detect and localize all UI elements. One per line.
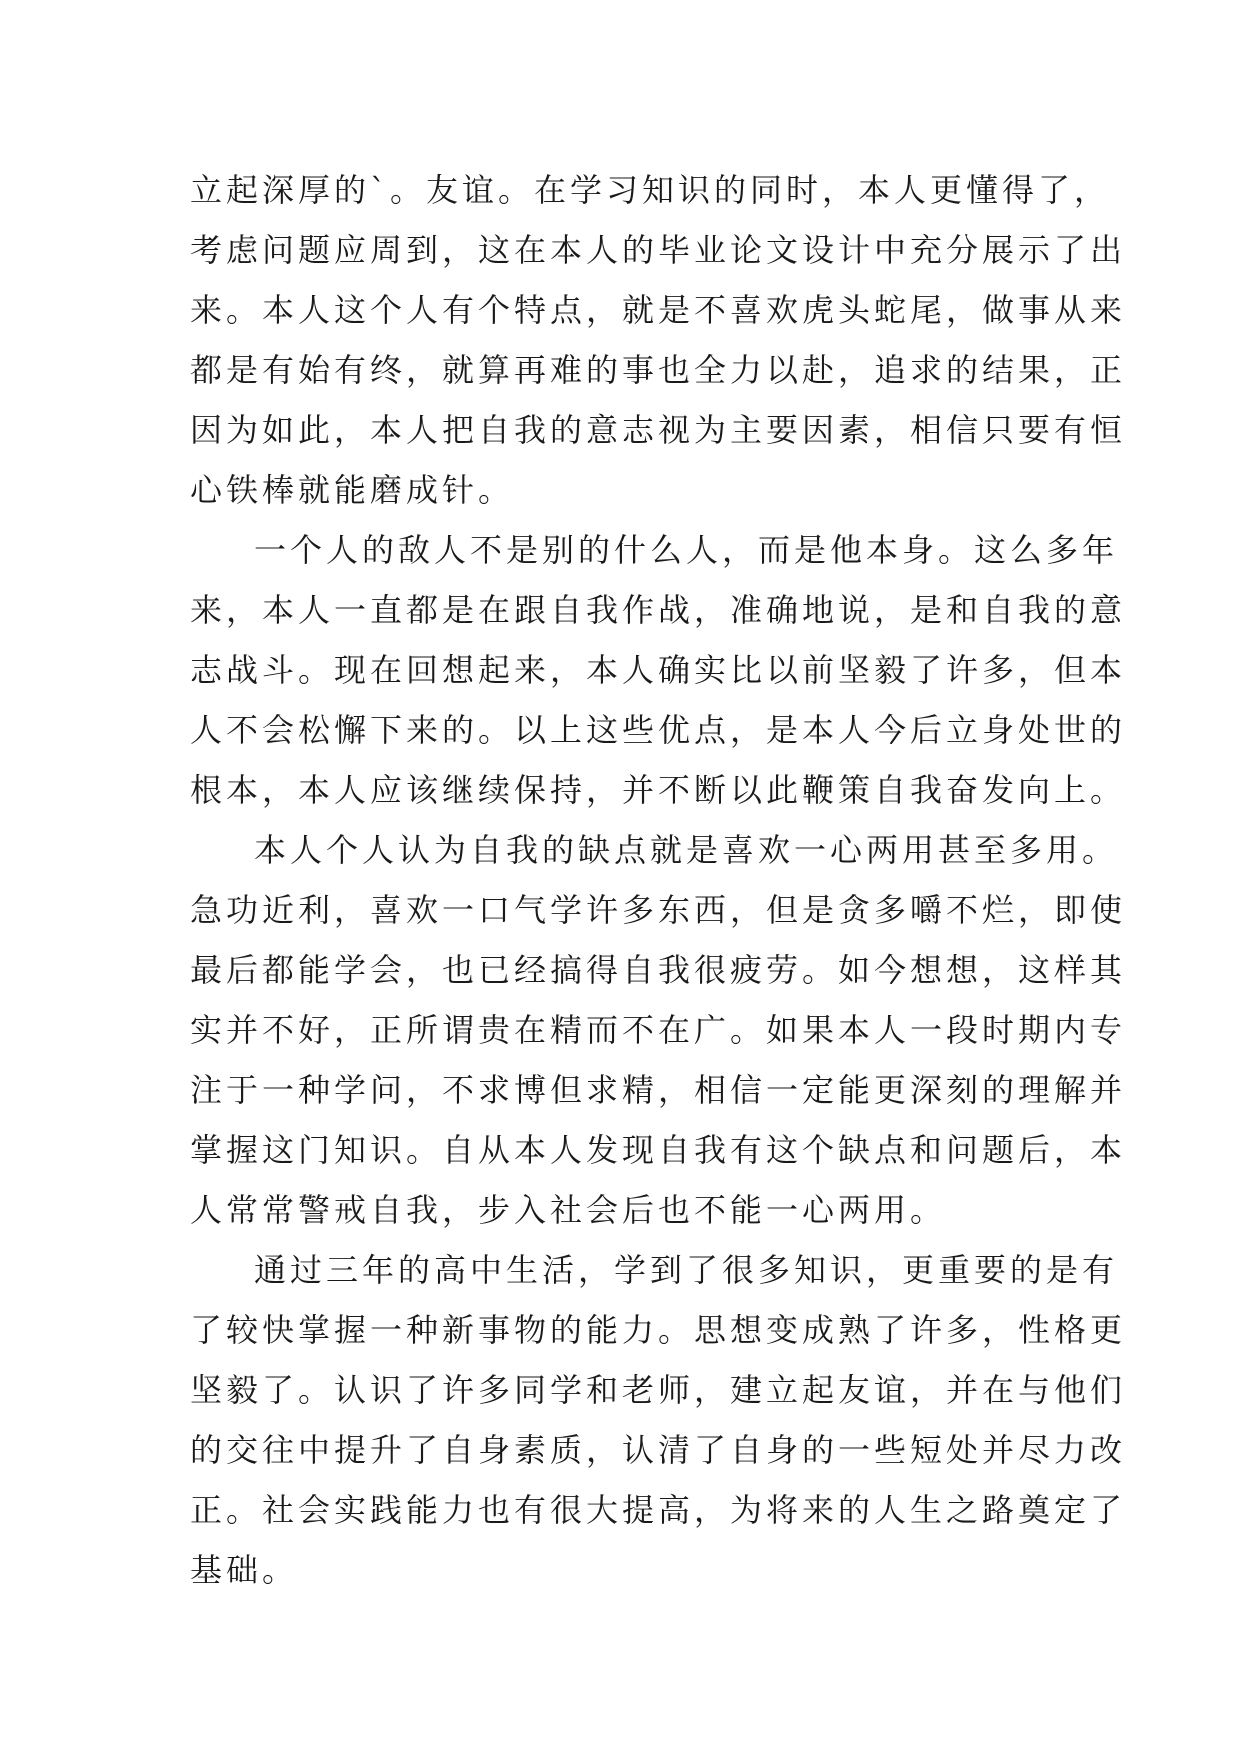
text-line: 人不会松懈下来的。以上这些优点，是本人今后立身处世的 — [190, 711, 1127, 749]
text-line: 实并不好，正所谓贵在精而不在广。如果本人一段时期内专 — [190, 1011, 1127, 1049]
paragraph-1 — [190, 160, 1127, 520]
text-line: 志战斗。现在回想起来，本人确实比以前坚毅了许多，但本 — [190, 651, 1127, 689]
text-line: 根本，本人应该继续保持，并不断以此鞭策自我奋发向上。 — [190, 771, 1127, 809]
text-line: 掌握这门知识。自从本人发现自我有这个缺点和问题后，本 — [190, 1131, 1127, 1169]
text-line: 因为如此，本人把自我的意志视为主要因素，相信只要有恒 — [190, 411, 1127, 449]
text-line: 来，本人一直都是在跟自我作战，准确地说，是和自我的意 — [190, 591, 1127, 629]
text-line: 立起深厚的`。友谊。在学习知识的同时，本人更懂得了， — [190, 171, 1111, 209]
text-line-first: 一个人的敌人不是别的什么人，而是他本身。这么多年 — [254, 531, 1119, 569]
text-line: 人常常警戒自我，步入社会后也不能一心两用。 — [190, 1191, 947, 1229]
paragraph-2 — [190, 520, 1127, 820]
text-line: 的交往中提升了自身素质，认清了自身的一些短处并尽力改 — [190, 1431, 1127, 1469]
text-line: 基础。 — [190, 1551, 299, 1589]
text-line: 最后都能学会，也已经搞得自我很疲劳。如今想想，这样其 — [190, 951, 1127, 989]
text-line: 都是有始有终，就算再难的事也全力以赴，追求的结果，正 — [190, 351, 1127, 389]
text-line: 了较快掌握一种新事物的能力。思想变成熟了许多，性格更 — [190, 1311, 1127, 1349]
text-line-first: 本人个人认为自我的缺点就是喜欢一心两用甚至多用。 — [254, 831, 1119, 869]
document-body — [190, 160, 1127, 1600]
text-line-first: 通过三年的高中生活，学到了很多知识，更重要的是有 — [254, 1251, 1119, 1289]
text-line: 考虑问题应周到，这在本人的毕业论文设计中充分展示了出 — [190, 231, 1127, 269]
text-line: 急功近利，喜欢一口气学许多东西，但是贪多嚼不烂，即使 — [190, 891, 1127, 929]
text-line: 坚毅了。认识了许多同学和老师，建立起友谊，并在与他们 — [190, 1371, 1127, 1409]
text-line: 来。本人这个人有个特点，就是不喜欢虎头蛇尾，做事从来 — [190, 291, 1127, 329]
text-line: 注于一种学问，不求博但求精，相信一定能更深刻的理解并 — [190, 1071, 1127, 1109]
text-line: 心铁棒就能磨成针。 — [190, 471, 515, 509]
paragraph-4 — [190, 1240, 1127, 1600]
text-line: 正。社会实践能力也有很大提高，为将来的人生之路奠定了 — [190, 1491, 1127, 1529]
paragraph-3 — [190, 820, 1127, 1240]
